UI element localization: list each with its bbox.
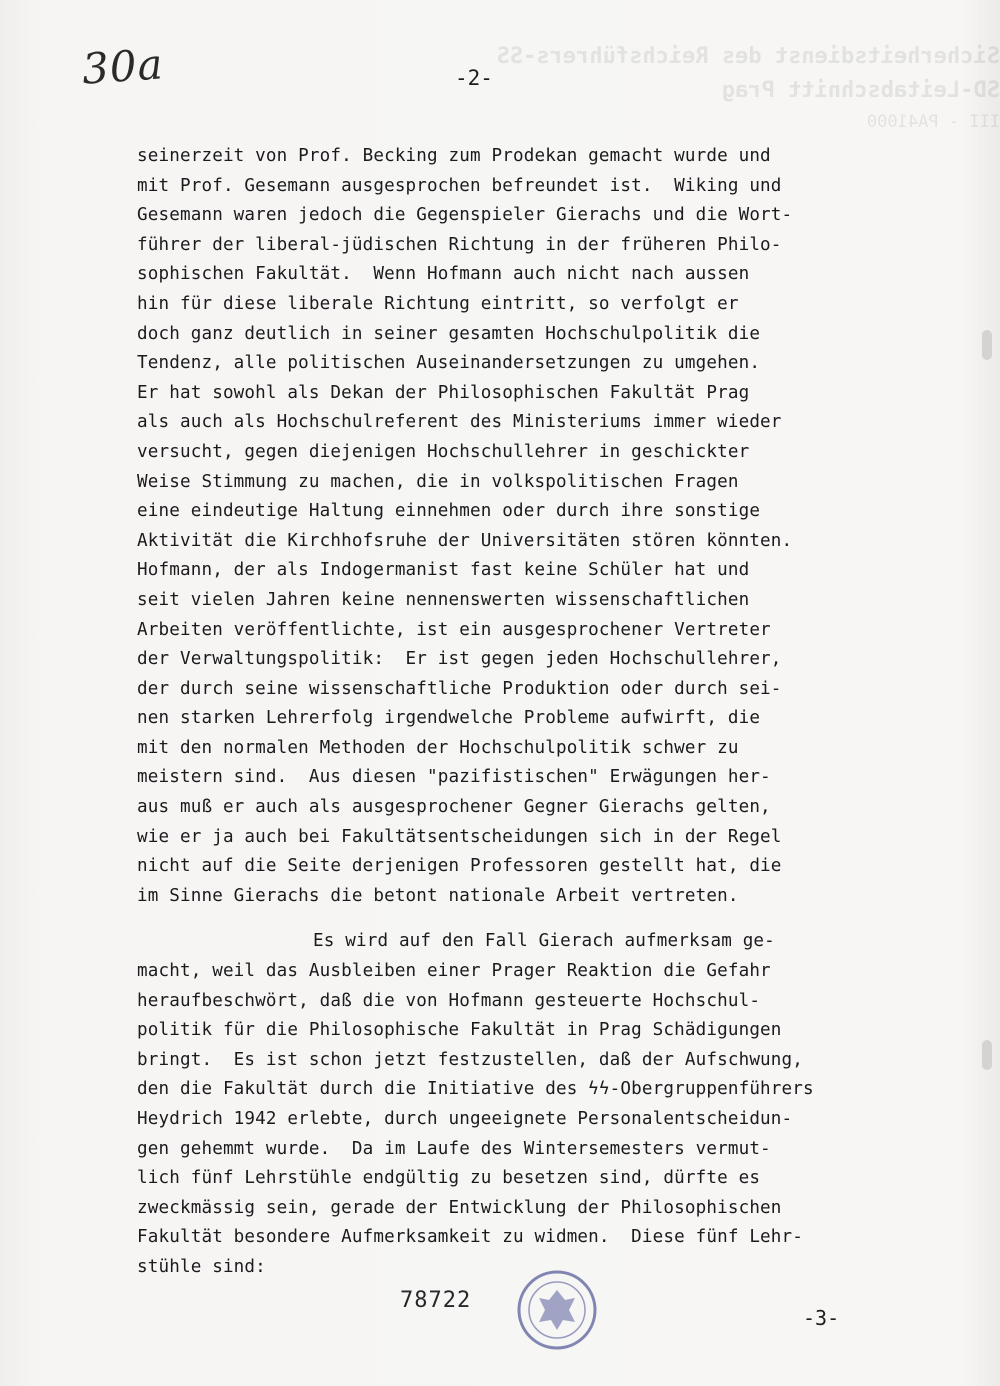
- text-line: mit Prof. Gesemann ausgesprochen befreundet ist. Wiking und: [137, 175, 782, 196]
- text-line: wie er ja auch bei Fakultätsentscheidungen sich in der Regel: [137, 826, 782, 847]
- bleed-through-text: Sicherheitsdienst des Reichsführers-SS SD-Leitabschnitt Prag III - PA41000: [496, 44, 1000, 132]
- text-line: gen gehemmt wurde. Da im Laufe des Wintersemesters vermut-: [137, 1138, 771, 1159]
- text-line: nicht auf die Seite derjenigen Professoren gestellt hat, die: [137, 856, 782, 877]
- text-line: im Sinne Gierachs die betont nationale Arbeit vertreten.: [137, 885, 739, 906]
- text-line: politik für die Philosophische Fakultät in Prag Schädigungen: [137, 1020, 782, 1041]
- handwritten-file-number: 30a: [80, 39, 166, 94]
- text-line: Hofmann, der als Indogermanist fast keine Schüler hat und: [137, 560, 750, 581]
- text-line: nen starken Lehrerfolg irgendwelche Probleme aufwirft, die: [137, 708, 761, 729]
- text-line: der durch seine wissenschaftliche Produktion oder durch sei-: [137, 678, 782, 699]
- letter-body: [137, 142, 867, 1283]
- text-line: als auch als Hochschulreferent des Ministeriums immer wieder: [137, 412, 782, 433]
- text-line: Tendenz, alle politischen Auseinandersetzungen zu umgehen.: [137, 353, 761, 374]
- text-line: eine eindeutige Haltung einnehmen oder durch ihre sonstige: [137, 501, 761, 522]
- text-line: Aktivität die Kirchhofsruhe der Universitäten stören könnten.: [137, 530, 793, 551]
- text-line: Heydrich 1942 erlebte, durch ungeeignete Personalentscheidun-: [137, 1109, 793, 1129]
- text-line: zweckmässig sein, gerade der Entwicklung der Philosophischen: [137, 1197, 782, 1218]
- text-line: meistern sind. Aus diesen "pazifistischen" Erwägungen her-: [137, 767, 771, 788]
- text-line: führer der liberal-jüdischen Richtung in der früheren Philo-: [137, 234, 782, 255]
- text-line: Gesemann waren jedoch die Gegenspieler Gierachs und die Wort-: [137, 205, 793, 226]
- next-page-catchword: -3-: [803, 1306, 840, 1330]
- archive-stamp-icon: [515, 1268, 599, 1352]
- text-line: lich fünf Lehrstühle endgültig zu besetzen sind, dürfte es: [137, 1168, 761, 1189]
- page-number: -2-: [455, 66, 493, 90]
- text-line: hin für diese liberale Richtung eintritt, so verfolgt er: [137, 293, 739, 314]
- text-line: sophischen Fakultät. Wenn Hofmann auch nicht nach aussen: [137, 264, 750, 285]
- text-line: Fakultät besondere Aufmerksamkeit zu widmen. Diese fünf Lehr-: [137, 1227, 804, 1248]
- punch-hole: [982, 1040, 992, 1070]
- text-line: heraufbeschwört, daß die von Hofmann gesteuerte Hochschul-: [137, 990, 761, 1011]
- text-line: Er hat sowohl als Dekan der Philosophischen Fakultät Prag: [137, 382, 750, 403]
- text-line: macht, weil das Ausbleiben einer Prager Reaktion die Gefahr: [137, 961, 771, 982]
- text-line: den die Fakultät durch die Initiative des ϟϟ-Obergruppenführers: [137, 1079, 814, 1100]
- text-line: Weise Stimmung zu machen, die in volkspolitischen Fragen: [137, 471, 739, 492]
- text-line: seit vielen Jahren keine nennenswerten wissenschaftlichen: [137, 589, 750, 610]
- text-line: seinerzeit von Prof. Becking zum Prodekan gemacht wurde und: [137, 146, 771, 166]
- punch-hole: [982, 330, 992, 360]
- text-line: stühle sind:: [137, 1256, 266, 1277]
- text-line: der Verwaltungspolitik: Er ist gegen jeden Hochschullehrer,: [137, 649, 782, 670]
- text-line: doch ganz deutlich in seiner gesamten Hochschulpolitik die: [137, 323, 761, 344]
- text-line: aus muß er auch als ausgesprochener Gegner Gierachs gelten,: [137, 797, 771, 818]
- text-line: Es wird auf den Fall Gierach aufmerksam ge-: [313, 931, 775, 952]
- text-line: versucht, gegen diejenigen Hochschullehrer in geschickter: [137, 441, 750, 462]
- text-line: mit den normalen Methoden der Hochschulpolitik schwer zu: [137, 737, 739, 758]
- text-line: Arbeiten veröffentlichte, ist ein ausgesprochener Vertreter: [137, 619, 771, 640]
- text-line: bringt. Es ist schon jetzt festzustellen, daß der Aufschwung,: [137, 1049, 804, 1070]
- archive-number: 78722: [400, 1288, 472, 1313]
